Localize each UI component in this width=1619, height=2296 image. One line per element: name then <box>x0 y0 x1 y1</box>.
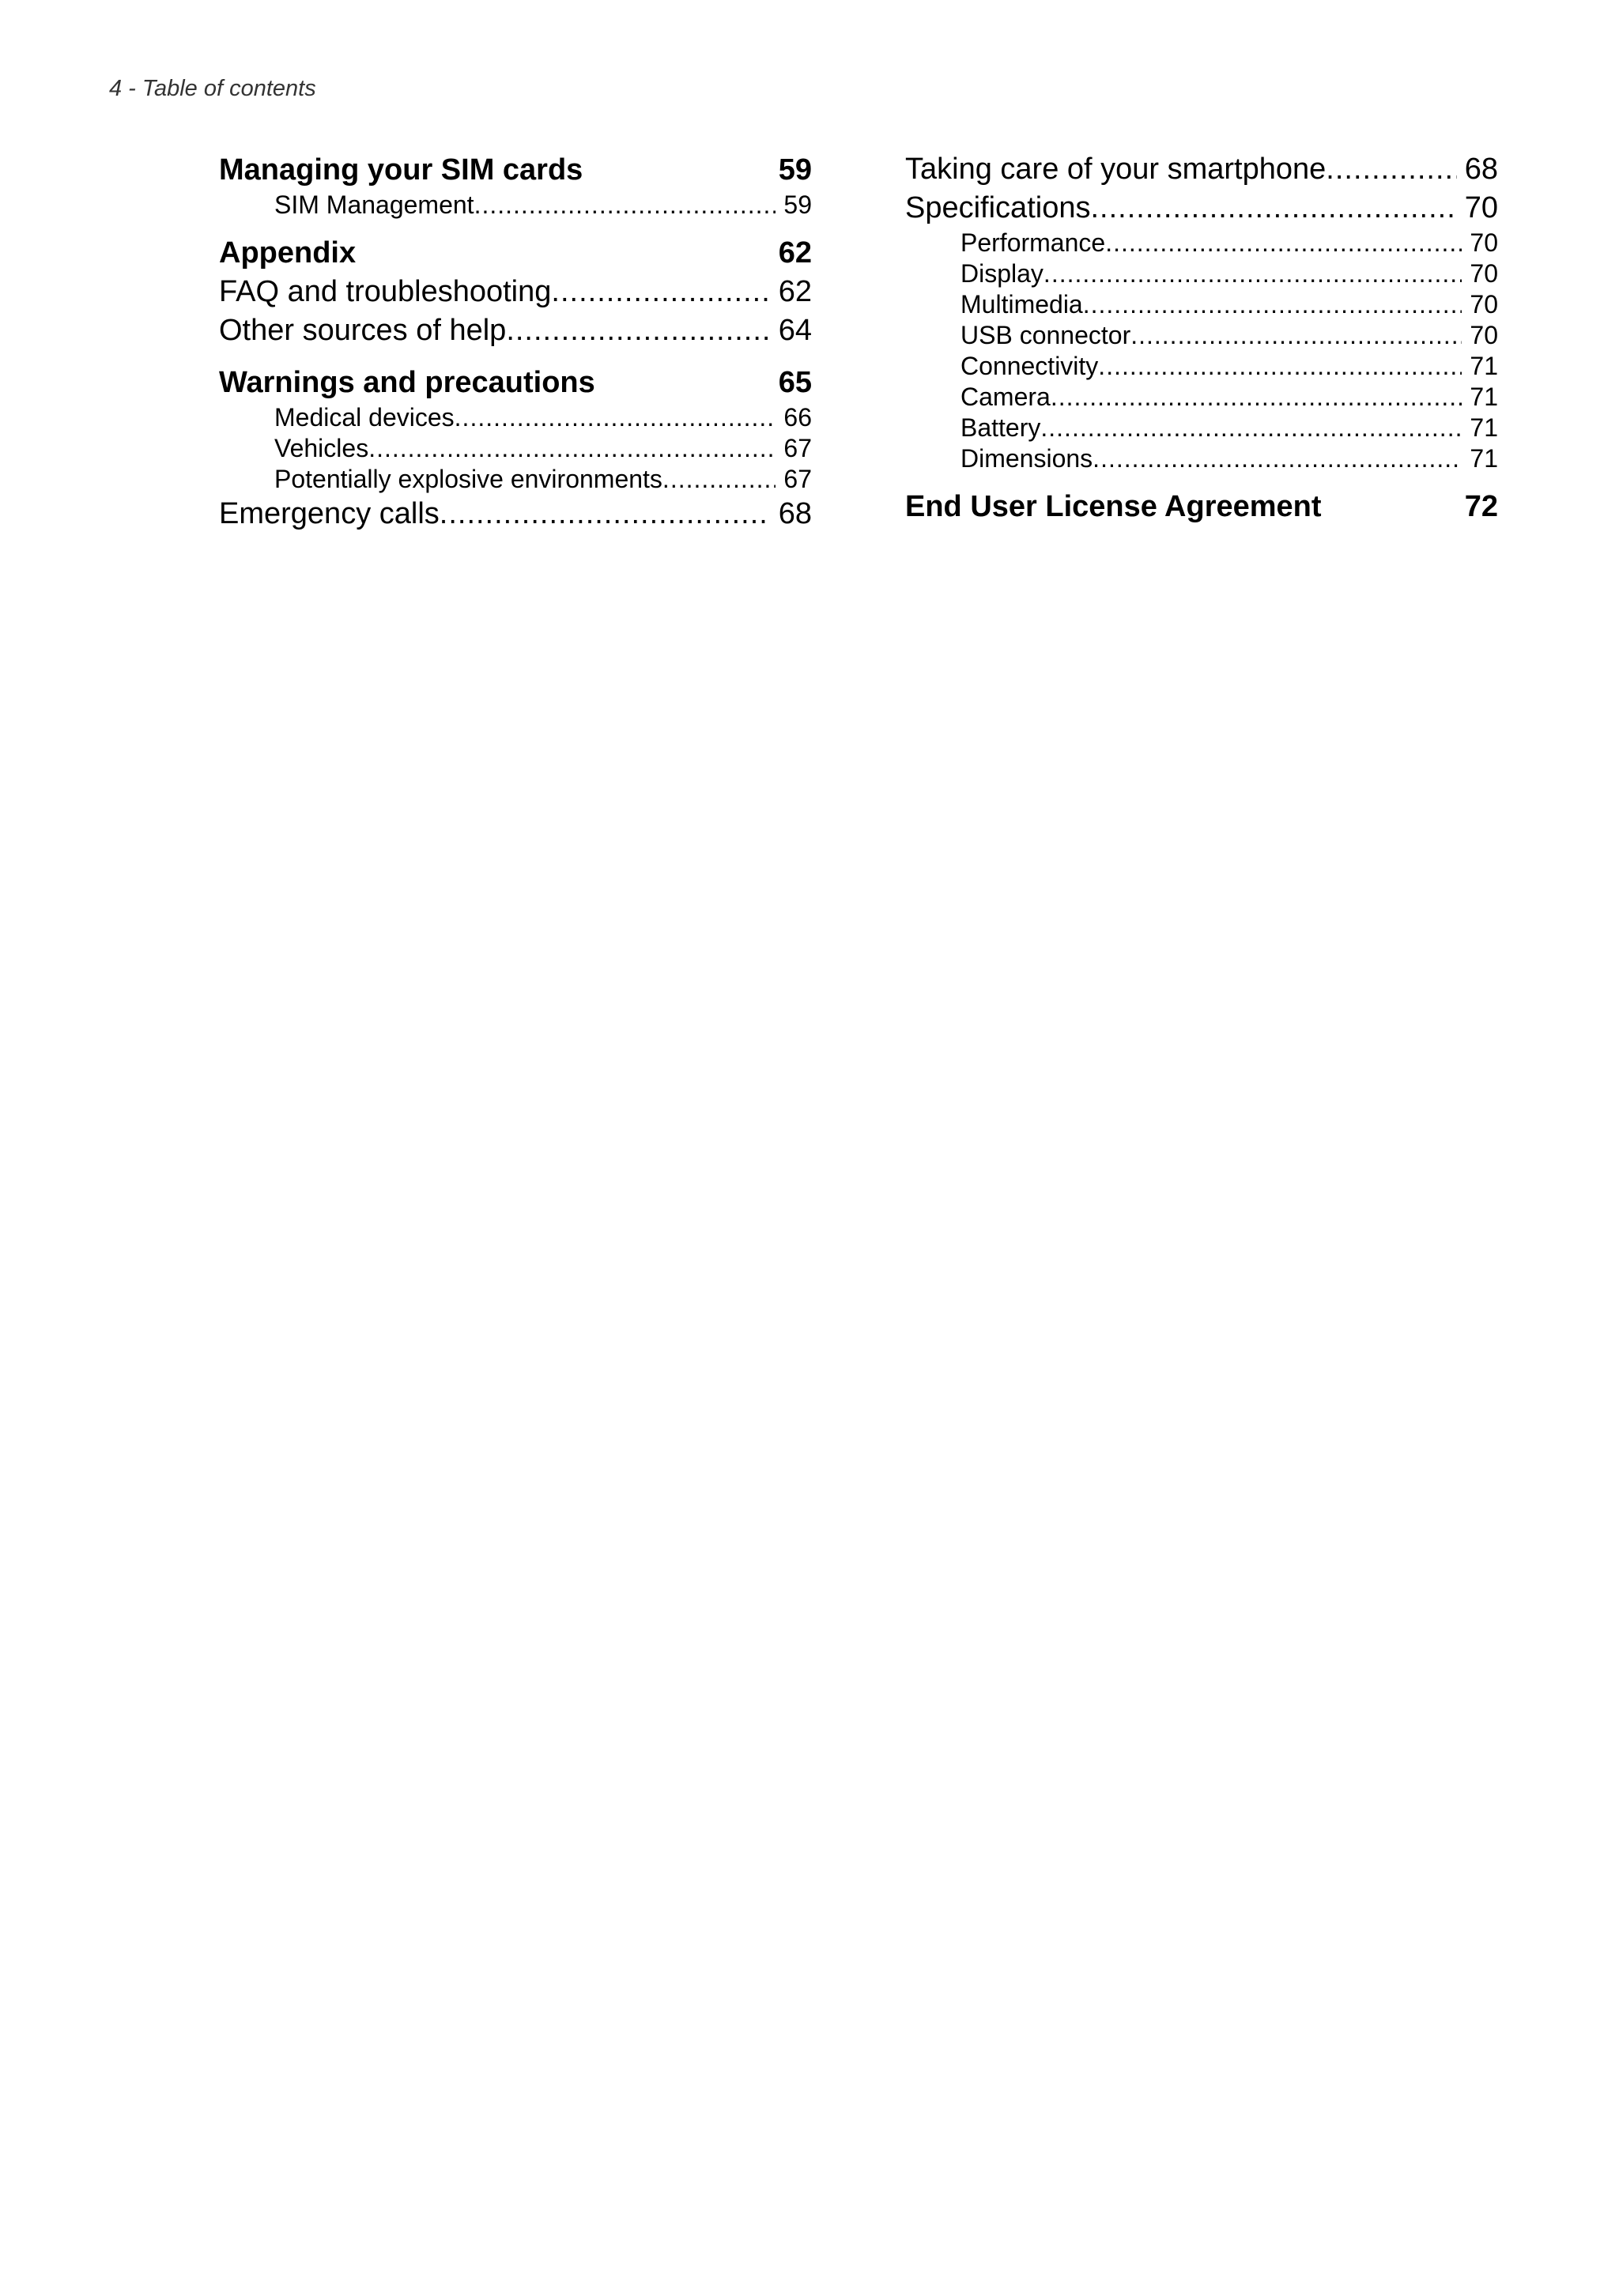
toc-entry-title: Display <box>960 259 1043 288</box>
toc-entry-page: 70 <box>1464 191 1498 224</box>
toc-leader-dots <box>1043 258 1462 289</box>
toc-entry-page: 68 <box>1464 153 1498 186</box>
toc-entry-title: Other sources of help <box>219 314 507 347</box>
toc-entry-page: 67 <box>783 465 812 493</box>
toc-entry-title: Dimensions <box>960 444 1093 473</box>
toc-entry-vehicles[interactable] <box>219 433 812 464</box>
toc-leader-dots <box>368 433 776 464</box>
toc-entry-display[interactable] <box>905 258 1498 289</box>
toc-leader-dots <box>1083 289 1462 320</box>
toc-entry-dimensions[interactable] <box>905 443 1498 474</box>
toc-entry-camera[interactable] <box>905 382 1498 413</box>
toc-entry-page: 71 <box>1470 444 1498 473</box>
toc-leader-dots <box>1090 189 1456 228</box>
toc-leader-dots <box>1130 320 1462 351</box>
toc-entry-page: 72 <box>1464 490 1498 523</box>
toc-entry-page: 67 <box>783 434 812 462</box>
toc-leader-dots <box>506 311 770 350</box>
toc-entry-title: Taking care of your smartphone <box>905 153 1327 186</box>
toc-entry-performance[interactable] <box>905 228 1498 258</box>
toc-leader-dots <box>474 190 776 221</box>
toc-entry-title: Appendix <box>219 236 357 270</box>
toc-entry-title: Specifications <box>905 191 1091 224</box>
toc-entry-page: 70 <box>1470 290 1498 319</box>
toc-entry-taking-care[interactable] <box>905 150 1498 189</box>
toc-left-column <box>219 150 812 533</box>
toc-leader-dots <box>1105 228 1462 258</box>
toc-entry-page: 59 <box>778 153 812 187</box>
toc-entry-faq[interactable] <box>219 273 812 311</box>
toc-leader-dots <box>455 402 776 433</box>
toc-entry-page: 70 <box>1470 228 1498 257</box>
toc-entry-explosive-environments[interactable] <box>219 464 812 495</box>
toc-entry-other-sources[interactable] <box>219 311 812 350</box>
toc-entry-title: Camera <box>960 383 1051 411</box>
toc-entry-page: 66 <box>783 403 812 432</box>
toc-entry-page: 68 <box>778 497 812 530</box>
toc-entry-title: End User License Agreement <box>905 490 1322 523</box>
toc-entry-connectivity[interactable] <box>905 351 1498 382</box>
running-head: 4 - Table of contents <box>109 76 316 101</box>
toc-entry-title: Potentially explosive environments <box>274 465 662 493</box>
toc-leader-dots <box>1093 443 1462 474</box>
toc-entry-page: 70 <box>1470 321 1498 349</box>
toc-right-column <box>905 150 1498 526</box>
toc-entry-title: Medical devices <box>274 403 455 432</box>
toc-leader-dots <box>662 464 776 495</box>
toc-leader-dots <box>1040 413 1462 443</box>
toc-entry-title: USB connector <box>960 321 1131 349</box>
toc-entry-title: Emergency calls <box>219 497 440 530</box>
toc-entry-title: Battery <box>960 413 1041 442</box>
toc-entry-warnings[interactable] <box>219 363 812 402</box>
toc-entry-title: Multimedia <box>960 290 1083 319</box>
toc-entry-page: 59 <box>783 190 812 219</box>
toc-entry-page: 62 <box>778 236 812 270</box>
toc-leader-dots <box>551 273 770 311</box>
toc-entry-title: SIM Management <box>274 190 474 219</box>
toc-entry-page: 70 <box>1470 259 1498 288</box>
toc-entry-specifications[interactable] <box>905 189 1498 228</box>
toc-entry-title: Connectivity <box>960 352 1099 380</box>
toc-entry-title: FAQ and troubleshooting <box>219 275 552 308</box>
toc-entry-title: Performance <box>960 228 1106 257</box>
toc-leader-dots <box>440 495 771 533</box>
toc-entry-page: 64 <box>778 314 812 347</box>
toc-entry-page: 65 <box>778 366 812 399</box>
toc-entry-page: 62 <box>778 275 812 308</box>
toc-leader-dots <box>1326 150 1456 189</box>
toc-entry-emergency-calls[interactable] <box>219 495 812 533</box>
toc-entry-title: Warnings and precautions <box>219 366 595 399</box>
toc-entry-eula[interactable] <box>905 487 1498 526</box>
toc-entry-page: 71 <box>1470 352 1498 380</box>
toc-entry-multimedia[interactable] <box>905 289 1498 320</box>
toc-entry-title: Managing your SIM cards <box>219 153 583 187</box>
toc-entry-page: 71 <box>1470 413 1498 442</box>
toc-leader-dots <box>1051 382 1462 413</box>
toc-leader-dots <box>1098 351 1462 382</box>
toc-entry-usb-connector[interactable] <box>905 320 1498 351</box>
toc-entry-medical-devices[interactable] <box>219 402 812 433</box>
toc-entry-title: Vehicles <box>274 434 369 462</box>
toc-entry-managing-sim-cards[interactable] <box>219 150 812 190</box>
toc-entry-appendix[interactable] <box>219 233 812 273</box>
toc-entry-battery[interactable] <box>905 413 1498 443</box>
toc-entry-sim-management[interactable] <box>219 190 812 221</box>
toc-entry-page: 71 <box>1470 383 1498 411</box>
